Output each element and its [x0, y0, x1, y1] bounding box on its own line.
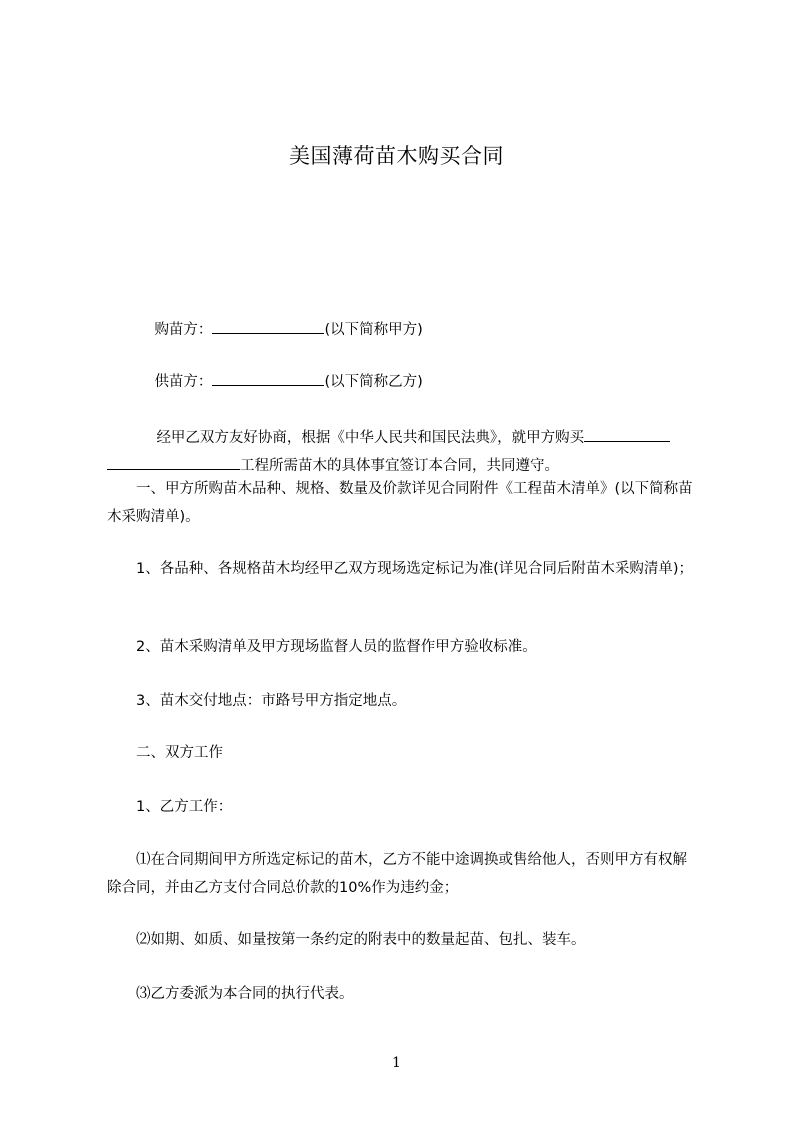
document-title: 美国薄荷苗木购买合同 [289, 144, 504, 168]
section-1: 一、甲方所购苗木品种、规格、数量及价款详见合同附件《工程苗木清单》(以下简称苗木采购清单)。 [107, 481, 693, 525]
item-1-3: 3、苗木交付地点：市路号甲方指定地点。 [136, 693, 407, 709]
sub-heading-2-1: 1、乙方工作： [136, 799, 233, 815]
buyer-label: 购苗方： [154, 322, 213, 338]
supplier-label: 供苗方： [154, 374, 213, 390]
project-blank-2[interactable] [107, 453, 240, 470]
page-number: 1 [392, 1055, 401, 1071]
clause-2: ⑵如期、如质、如量按第一条约定的附表中的数量起苗、包扎、装车。 [136, 932, 586, 948]
buyer-blank[interactable] [212, 317, 324, 334]
supplier-suffix: (以下简称乙方) [324, 374, 423, 390]
project-blank-1[interactable] [584, 425, 670, 442]
buyer-suffix: (以下简称甲方) [324, 322, 423, 338]
item-1-2: 2、苗木采购清单及甲方现场监督人员的监督作甲方验收标准。 [136, 639, 537, 655]
intro-text-1: 经甲乙双方友好协商，根据《中华人民共和国民法典》，就甲方购买 [156, 430, 585, 446]
section-2-heading: 二、双方工作 [136, 745, 223, 761]
clause-1: ⑴在合同期间甲方所选定标记的苗木，乙方不能中途调换或售给他人，否则甲方有权解除合同，并由乙方支付合同总价款的10%作为违约金； [107, 852, 687, 896]
supplier-blank[interactable] [212, 369, 324, 386]
intro-text-2: 工程所需苗木的具体事宜签订本合同，共同遵守。 [240, 458, 559, 474]
clause-3: ⑶乙方委派为本合同的执行代表。 [136, 986, 354, 1002]
item-1-1: 1、各品种、各规格苗木均经甲乙双方现场选定标记为准(详见合同后附苗木采购清单)； [136, 561, 694, 577]
